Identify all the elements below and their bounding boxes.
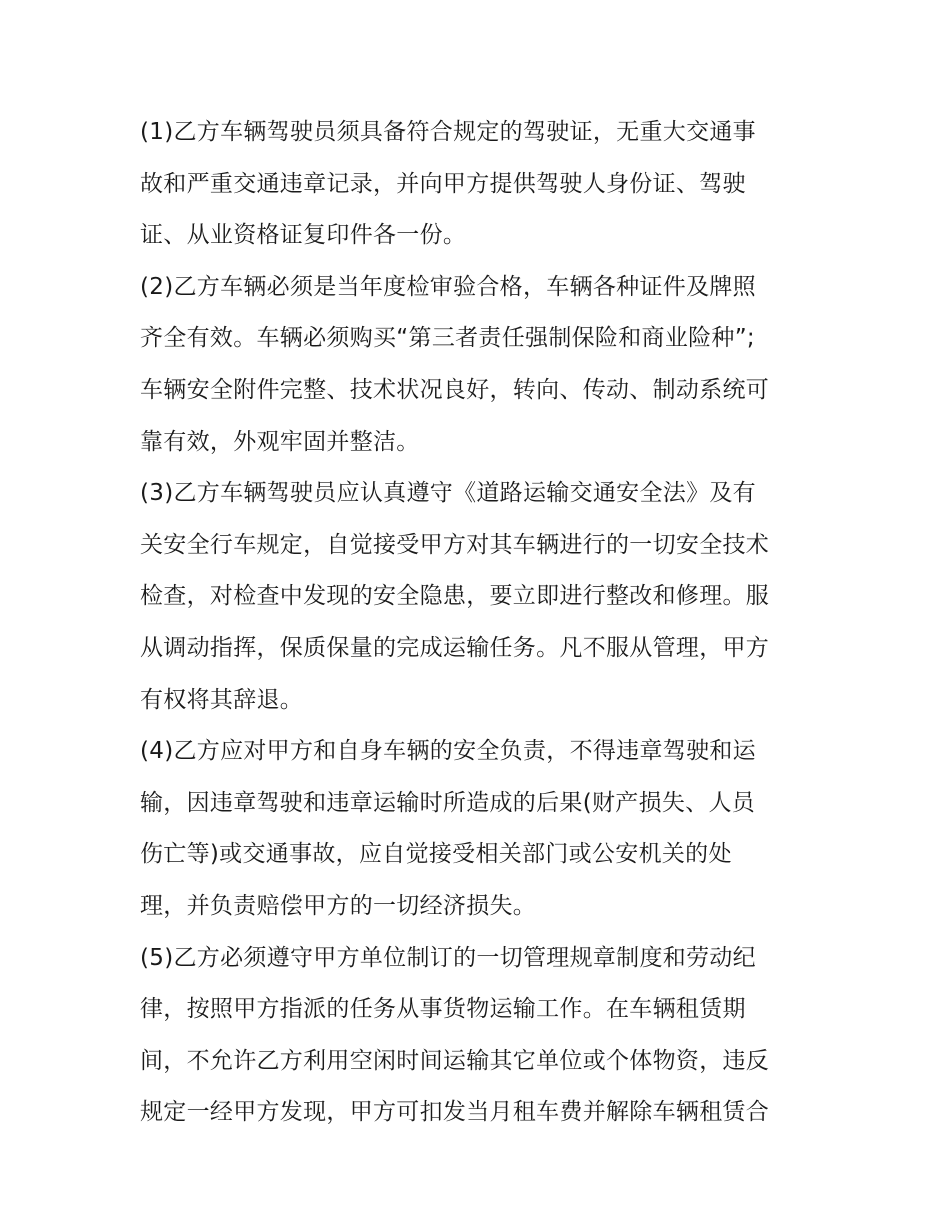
clause-5-line-1: (5)乙方必须遵守甲方单位制订的一切管理规章制度和劳动纪	[140, 944, 756, 971]
clause-3-line-1: (3)乙方车辆驾驶员应认真遵守《道路运输交通安全法》及有	[140, 480, 756, 507]
clause-3-line-4: 从调动指挥，保质保量的完成运输任务。凡不服从管理，甲方	[140, 634, 770, 661]
clause-1-line-3: 证、从业资格证复印件各一份。	[140, 222, 467, 249]
document-body	[140, 107, 820, 1139]
clause-2-line-1: (2)乙方车辆必须是当年度检审验合格，车辆各种证件及牌照	[140, 273, 756, 300]
clause-1-line-1: (1)乙方车辆驾驶员须具备符合规定的驾驶证，无重大交通事	[140, 119, 756, 145]
clause-4-line-3: 伤亡等)或交通事故，应自觉接受相关部门或公安机关的处	[140, 841, 732, 868]
clause-2-line-3: 车辆安全附件完整、技术状况良好，转向、传动、制动系统可	[140, 376, 770, 403]
clause-2-line-2: 齐全有效。车辆必须购买“第三者责任强制保险和商业险种”;	[140, 325, 755, 352]
clause-3-line-5: 有权将其辞退。	[140, 686, 304, 713]
clause-5-line-3: 间，不允许乙方利用空闲时间运输其它单位或个体物资，违反	[140, 1047, 770, 1074]
clause-2-line-4: 靠有效，外观牢固并整洁。	[140, 428, 420, 455]
clause-4-line-1: (4)乙方应对甲方和自身车辆的安全负责，不得违章驾驶和运	[140, 738, 756, 765]
clause-5-line-4: 规定一经甲方发现，甲方可扣发当月租车费并解除车辆租赁合	[140, 1099, 770, 1126]
clause-5-line-2: 律，按照甲方指派的任务从事货物运输工作。在车辆租赁期	[140, 996, 746, 1023]
clause-3-line-3: 检查，对检查中发现的安全隐患，要立即进行整改和修理。服	[140, 583, 770, 610]
clause-3-line-2: 关安全行车规定，自觉接受甲方对其车辆进行的一切安全技术	[140, 531, 770, 558]
clause-1-line-2: 故和严重交通违章记录，并向甲方提供驾驶人身份证、驾驶	[140, 170, 746, 197]
clause-4-line-2: 输，因违章驾驶和违章运输时所造成的后果(财产损失、人员	[140, 789, 756, 816]
clause-4-line-4: 理，并负责赔偿甲方的一切经济损失。	[140, 892, 537, 919]
